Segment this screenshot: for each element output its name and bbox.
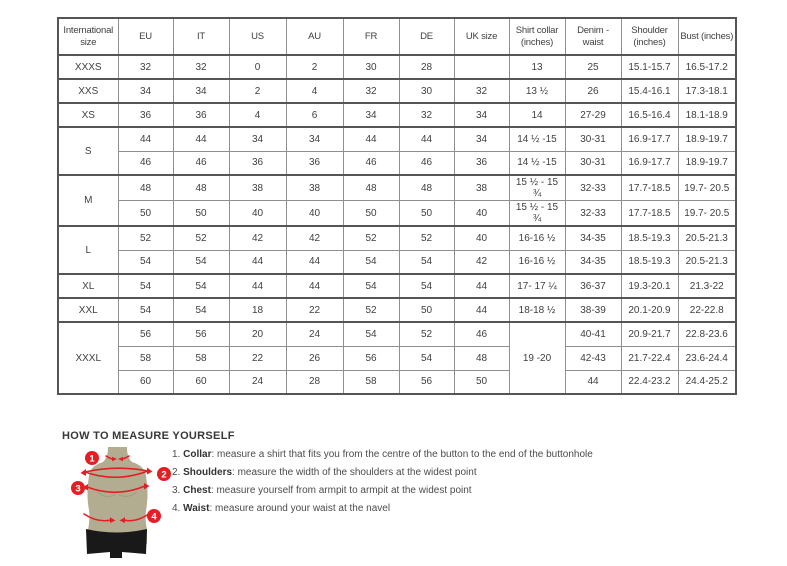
table-cell: 15 ½ - 15 ¾ bbox=[509, 201, 565, 227]
table-cell: 18.1-18.9 bbox=[678, 103, 736, 127]
table-cell: 52 bbox=[399, 226, 454, 250]
table-cell: 52 bbox=[343, 298, 399, 322]
table-cell: 32-33 bbox=[565, 175, 621, 201]
column-header: International size bbox=[58, 18, 118, 55]
table-cell: 17.7-18.5 bbox=[621, 175, 678, 201]
table-cell: 54 bbox=[118, 250, 173, 274]
table-row bbox=[58, 55, 736, 79]
table-cell: 36 bbox=[286, 151, 343, 175]
table-cell: 30 bbox=[343, 55, 399, 79]
table-cell: 18 bbox=[229, 298, 286, 322]
table-cell: 44 bbox=[229, 250, 286, 274]
size-label: L bbox=[58, 226, 118, 274]
column-header: Bust (inches) bbox=[678, 18, 736, 55]
table-cell: 18.5-19.3 bbox=[621, 226, 678, 250]
table-cell: 16-16 ½ bbox=[509, 226, 565, 250]
table-cell: 54 bbox=[173, 250, 229, 274]
table-cell: 54 bbox=[118, 298, 173, 322]
svg-text:1: 1 bbox=[89, 453, 95, 465]
table-cell: 48 bbox=[399, 175, 454, 201]
table-cell: 4 bbox=[229, 103, 286, 127]
table-cell: 56 bbox=[343, 346, 399, 370]
table-cell: 30-31 bbox=[565, 151, 621, 175]
table-cell: 20.5-21.3 bbox=[678, 226, 736, 250]
table-row bbox=[58, 346, 736, 370]
table-cell: 46 bbox=[454, 322, 509, 346]
table-cell: 32-33 bbox=[565, 201, 621, 227]
table-cell: 54 bbox=[173, 274, 229, 298]
size-label: XXS bbox=[58, 79, 118, 103]
table-cell: 20.1-20.9 bbox=[621, 298, 678, 322]
size-chart-header bbox=[58, 18, 736, 55]
table-cell: 32 bbox=[343, 79, 399, 103]
table-cell: 50 bbox=[399, 201, 454, 227]
size-chart-body bbox=[58, 55, 736, 394]
column-header: Shirt collar (inches) bbox=[509, 18, 565, 55]
table-cell: 34-35 bbox=[565, 250, 621, 274]
table-cell: 28 bbox=[399, 55, 454, 79]
table-cell: 54 bbox=[399, 250, 454, 274]
table-cell: 32 bbox=[399, 103, 454, 127]
table-cell: 52 bbox=[173, 226, 229, 250]
table-cell: 26 bbox=[286, 346, 343, 370]
column-header: FR bbox=[343, 18, 399, 55]
table-cell: 52 bbox=[118, 226, 173, 250]
table-cell: 48 bbox=[343, 175, 399, 201]
table-cell: 56 bbox=[173, 322, 229, 346]
table-row bbox=[58, 274, 736, 298]
table-cell: 44 bbox=[229, 274, 286, 298]
table-cell: 20.9-21.7 bbox=[621, 322, 678, 346]
svg-text:3: 3 bbox=[75, 483, 81, 495]
column-header: US bbox=[229, 18, 286, 55]
size-label: XXL bbox=[58, 298, 118, 322]
table-row bbox=[58, 250, 736, 274]
table-cell: 18.9-19.7 bbox=[678, 127, 736, 151]
table-cell: 34 bbox=[343, 103, 399, 127]
marker-2 bbox=[157, 467, 171, 481]
table-cell: 44 bbox=[118, 127, 173, 151]
table-cell: 54 bbox=[343, 322, 399, 346]
table-cell: 34-35 bbox=[565, 226, 621, 250]
table-row bbox=[58, 201, 736, 227]
table-cell: 16-16 ½ bbox=[509, 250, 565, 274]
table-cell: 20 bbox=[229, 322, 286, 346]
table-cell: 17.3-18.1 bbox=[678, 79, 736, 103]
table-cell: 21.3-22 bbox=[678, 274, 736, 298]
table-cell: 19.7- 20.5 bbox=[678, 175, 736, 201]
table-cell: 4 bbox=[286, 79, 343, 103]
table-cell: 50 bbox=[343, 201, 399, 227]
table-cell: 58 bbox=[118, 346, 173, 370]
table-cell: 46 bbox=[343, 151, 399, 175]
table-cell: 21.7-22.4 bbox=[621, 346, 678, 370]
size-chart-table bbox=[57, 17, 737, 395]
column-header: IT bbox=[173, 18, 229, 55]
table-cell: 60 bbox=[118, 370, 173, 394]
table-cell: 42 bbox=[286, 226, 343, 250]
table-cell: 42 bbox=[454, 250, 509, 274]
table-cell: 19.7- 20.5 bbox=[678, 201, 736, 227]
table-row bbox=[58, 298, 736, 322]
table-cell: 15.4-16.1 bbox=[621, 79, 678, 103]
column-header: UK size bbox=[454, 18, 509, 55]
table-cell: 30-31 bbox=[565, 127, 621, 151]
table-cell: 14 bbox=[509, 103, 565, 127]
table-cell: 60 bbox=[173, 370, 229, 394]
table-cell: 44 bbox=[173, 127, 229, 151]
mannequin-shorts bbox=[86, 529, 147, 558]
table-cell: 52 bbox=[343, 226, 399, 250]
table-cell: 58 bbox=[343, 370, 399, 394]
table-cell: 36-37 bbox=[565, 274, 621, 298]
table-cell: 19.3-20.1 bbox=[621, 274, 678, 298]
table-cell: 44 bbox=[286, 250, 343, 274]
table-cell bbox=[454, 55, 509, 79]
table-cell: 16.5-16.4 bbox=[621, 103, 678, 127]
table-cell: 38-39 bbox=[565, 298, 621, 322]
table-cell: 54 bbox=[118, 274, 173, 298]
table-row bbox=[58, 103, 736, 127]
table-cell: 0 bbox=[229, 55, 286, 79]
size-label: XXXL bbox=[58, 322, 118, 394]
table-cell: 6 bbox=[286, 103, 343, 127]
table-cell: 54 bbox=[343, 250, 399, 274]
svg-text:2: 2 bbox=[161, 469, 167, 481]
table-cell: 46 bbox=[173, 151, 229, 175]
marker-1 bbox=[85, 451, 99, 465]
table-cell: 40-41 bbox=[565, 322, 621, 346]
table-cell: 32 bbox=[118, 55, 173, 79]
size-label: XL bbox=[58, 274, 118, 298]
table-cell: 32 bbox=[454, 79, 509, 103]
table-cell: 17.7-18.5 bbox=[621, 201, 678, 227]
table-cell: 50 bbox=[454, 370, 509, 394]
table-cell: 34 bbox=[454, 127, 509, 151]
measure-step: 3. Chest: measure yourself from armpit to armpit at the widest point bbox=[172, 485, 472, 496]
table-cell: 40 bbox=[454, 226, 509, 250]
table-cell: 34 bbox=[286, 127, 343, 151]
column-header: Shoulder (inches) bbox=[621, 18, 678, 55]
table-cell: 24 bbox=[286, 322, 343, 346]
table-cell: 40 bbox=[229, 201, 286, 227]
table-row bbox=[58, 226, 736, 250]
table-cell: 25 bbox=[565, 55, 621, 79]
table-cell: 46 bbox=[399, 151, 454, 175]
table-cell: 16.5-17.2 bbox=[678, 55, 736, 79]
size-label: XS bbox=[58, 103, 118, 127]
table-cell: 22-22.8 bbox=[678, 298, 736, 322]
table-cell: 22 bbox=[229, 346, 286, 370]
table-cell: 40 bbox=[454, 201, 509, 227]
table-cell: 14 ½ -15 bbox=[509, 151, 565, 175]
table-cell: 48 bbox=[118, 175, 173, 201]
table-cell: 30 bbox=[399, 79, 454, 103]
table-cell: 44 bbox=[286, 274, 343, 298]
table-cell: 26 bbox=[565, 79, 621, 103]
table-cell: 13 bbox=[509, 55, 565, 79]
column-header: EU bbox=[118, 18, 173, 55]
table-cell: 38 bbox=[286, 175, 343, 201]
table-cell: 18.9-19.7 bbox=[678, 151, 736, 175]
table-cell: 15 ½ - 15 ¾ bbox=[509, 175, 565, 201]
marker-4 bbox=[147, 509, 161, 523]
table-cell: 24 bbox=[229, 370, 286, 394]
table-cell: 36 bbox=[173, 103, 229, 127]
table-cell: 2 bbox=[286, 55, 343, 79]
table-cell: 2 bbox=[229, 79, 286, 103]
table-cell: 28 bbox=[286, 370, 343, 394]
size-label: S bbox=[58, 127, 118, 175]
table-cell: 48 bbox=[454, 346, 509, 370]
mannequin-figure bbox=[70, 446, 175, 564]
table-row bbox=[58, 370, 736, 394]
table-cell: 42-43 bbox=[565, 346, 621, 370]
table-cell: 36 bbox=[229, 151, 286, 175]
table-cell: 18.5-19.3 bbox=[621, 250, 678, 274]
table-cell: 48 bbox=[173, 175, 229, 201]
measure-step: 4. Waist: measure around your waist at the navel bbox=[172, 503, 391, 514]
table-cell: 54 bbox=[173, 298, 229, 322]
table-cell: 44 bbox=[343, 127, 399, 151]
table-cell: 44 bbox=[454, 298, 509, 322]
table-cell: 38 bbox=[454, 175, 509, 201]
table-cell: 34 bbox=[118, 79, 173, 103]
table-cell: 17- 17 ¼ bbox=[509, 274, 565, 298]
table-row bbox=[58, 322, 736, 346]
table-cell: 34 bbox=[454, 103, 509, 127]
how-to-measure-title: HOW TO MEASURE YOURSELF bbox=[62, 430, 235, 442]
header-row bbox=[58, 18, 736, 55]
table-cell: 22.8-23.6 bbox=[678, 322, 736, 346]
table-cell: 22 bbox=[286, 298, 343, 322]
table-cell: 32 bbox=[173, 55, 229, 79]
table-cell: 54 bbox=[399, 274, 454, 298]
table-cell: 27-29 bbox=[565, 103, 621, 127]
table-cell: 40 bbox=[286, 201, 343, 227]
marker-3 bbox=[71, 481, 85, 495]
table-cell: 46 bbox=[118, 151, 173, 175]
table-row bbox=[58, 79, 736, 103]
size-label: M bbox=[58, 175, 118, 226]
measure-step: 2. Shoulders: measure the width of the shoulders at the widest point bbox=[172, 467, 477, 478]
table-cell: 42 bbox=[229, 226, 286, 250]
table-cell: 44 bbox=[454, 274, 509, 298]
table-row bbox=[58, 127, 736, 151]
table-cell: 14 ½ -15 bbox=[509, 127, 565, 151]
table-cell: 44 bbox=[565, 370, 621, 394]
measure-steps-list bbox=[172, 449, 593, 521]
size-label: XXXS bbox=[58, 55, 118, 79]
table-cell: 52 bbox=[399, 322, 454, 346]
column-header: DE bbox=[399, 18, 454, 55]
table-cell: 54 bbox=[399, 346, 454, 370]
table-cell: 16.9-17.7 bbox=[621, 127, 678, 151]
table-cell: 24.4-25.2 bbox=[678, 370, 736, 394]
table-cell: 36 bbox=[454, 151, 509, 175]
table-row bbox=[58, 151, 736, 175]
table-cell: 22.4-23.2 bbox=[621, 370, 678, 394]
table-cell: 58 bbox=[173, 346, 229, 370]
table-cell: 44 bbox=[399, 127, 454, 151]
table-cell: 50 bbox=[118, 201, 173, 227]
table-cell: 34 bbox=[229, 127, 286, 151]
column-header: AU bbox=[286, 18, 343, 55]
table-cell: 50 bbox=[173, 201, 229, 227]
table-cell: 13 ½ bbox=[509, 79, 565, 103]
svg-text:4: 4 bbox=[151, 511, 157, 523]
table-cell: 56 bbox=[399, 370, 454, 394]
table-cell: 18-18 ½ bbox=[509, 298, 565, 322]
table-cell-collar-span: 19 -20 bbox=[509, 322, 565, 394]
table-cell: 56 bbox=[118, 322, 173, 346]
table-cell: 50 bbox=[399, 298, 454, 322]
table-row bbox=[58, 175, 736, 201]
table-cell: 16.9-17.7 bbox=[621, 151, 678, 175]
table-cell: 54 bbox=[343, 274, 399, 298]
measure-step: 1. Collar: measure a shirt that fits you from the centre of the button to the end of the buttonhole bbox=[172, 449, 593, 460]
table-cell: 23.6-24.4 bbox=[678, 346, 736, 370]
table-cell: 34 bbox=[173, 79, 229, 103]
table-cell: 15.1-15.7 bbox=[621, 55, 678, 79]
column-header: Denim - waist bbox=[565, 18, 621, 55]
table-cell: 36 bbox=[118, 103, 173, 127]
table-cell: 38 bbox=[229, 175, 286, 201]
table-cell: 20.5-21.3 bbox=[678, 250, 736, 274]
